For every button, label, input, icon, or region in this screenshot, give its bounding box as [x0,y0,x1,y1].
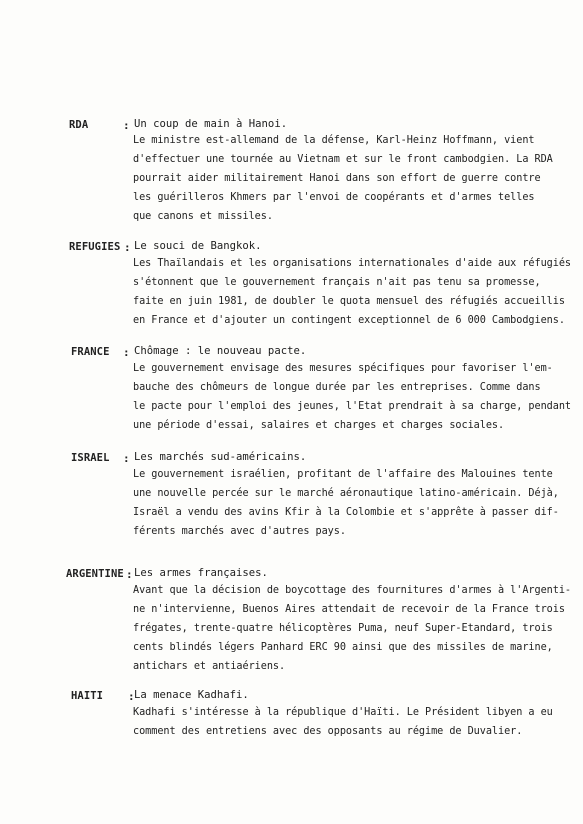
body-line: que canons et missiles. [133,211,273,222]
entry-body [133,131,578,226]
separator-colon: : [124,241,131,254]
body-line: férents marchés avec d'autres pays. [133,526,346,537]
body-line: comment des entretiens avec des opposants au régime de Duvalier. [133,726,523,737]
body-line: ne n'intervienne, Buenos Aires attendait de recevoir de la France trois [133,604,565,615]
separator-colon: : [123,119,130,132]
headline: Le souci de Bangkok. [134,240,262,252]
body-line: cents blindés légers Panhard ERC 90 ainsi que des missiles de marine, [133,642,553,653]
country-label: FRANCE [71,346,110,358]
body-line: une nouvelle percée sur le marché aéronautique latino-américain. Déjà, [133,488,559,499]
entry-body [133,703,578,741]
country-label: REFUGIES [69,241,121,253]
body-line: Le gouvernement envisage des mesures spécifiques pour favoriser l'em- [133,363,553,374]
country-label: ARGENTINE [66,568,124,580]
body-line: Le gouvernement israélien, profitant de l'affaire des Malouines tente [133,469,553,480]
body-line: les guérilleros Khmers par l'envoi de coopérants et d'armes telles [133,192,535,203]
country-label: ISRAEL [71,452,110,464]
country-label: RDA [69,119,89,131]
body-line: antichars et antiaériens. [133,661,286,672]
body-line: faite en juin 1981, de doubler le quota mensuel des réfugiés accueillis [133,296,565,307]
body-line: Le ministre est-allemand de la défense, Karl-Heinz Hoffmann, vient [133,135,535,146]
separator-colon: : [126,568,133,581]
body-line: frégates, trente-quatre hélicoptères Puma, neuf Super-Etandard, trois [133,623,553,634]
entry-body [133,359,578,435]
body-line: d'effectuer une tournée au Vietnam et sur le front cambodgien. La RDA [133,154,553,165]
body-line: Avant que la décision de boycottage des fournitures d'armes à l'Argenti- [133,585,572,596]
body-line: le pacte pour l'emploi des jeunes, l'Etat prendrait à sa charge, pendant [133,401,572,412]
headline: Un coup de main à Hanoi. [134,118,288,130]
body-line: bauche des chômeurs de longue durée par les entreprises. Comme dans [133,382,541,393]
body-line: pourrait aider militairement Hanoi dans son effort de guerre contre [133,173,541,184]
entry-body [133,465,578,541]
headline: La menace Kadhafi. [134,689,249,701]
country-label: HAITI [71,690,104,702]
body-line: Israël a vendu des avins Kfir à la Colombie et s'apprête à passer dif- [133,507,559,518]
headline: Les armes françaises. [134,567,268,579]
entry-body [133,254,578,330]
separator-colon: : [128,690,135,703]
entry-body [133,581,578,676]
body-line: Les Thaïlandais et les organisations internationales d'aide aux réfugiés [133,258,572,269]
body-line: Kadhafi s'intéresse à la république d'Haïti. Le Président libyen a eu [133,707,553,718]
headline: Chômage : le nouveau pacte. [134,345,307,357]
body-line: s'étonnent que le gouvernement français n'ait pas tenu sa promesse, [133,277,541,288]
separator-colon: : [123,346,130,359]
separator-colon: : [123,452,130,465]
body-line: une période d'essai, salaires et charges et charges sociales. [133,420,505,431]
body-line: en France et d'ajouter un contingent exceptionnel de 6 000 Cambodgiens. [133,315,565,326]
headline: Les marchés sud-américains. [134,451,307,463]
